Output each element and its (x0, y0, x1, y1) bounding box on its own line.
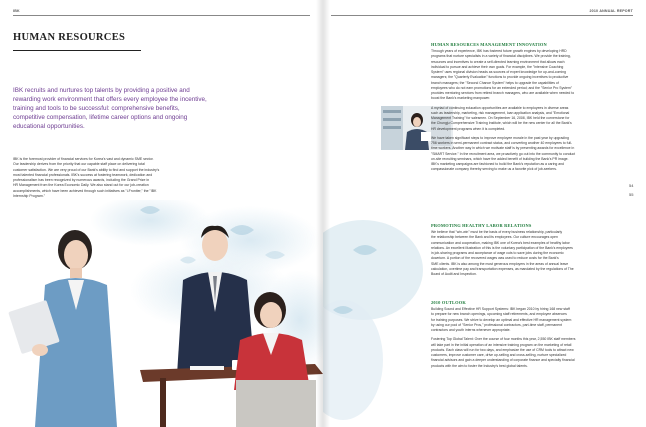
left-header-rule (13, 15, 310, 16)
paragraph (431, 307, 636, 333)
body-line: the relationship between the Bank and its employees. Our culture encourages open (431, 235, 558, 240)
body-line: resources and incentives to create a self-directed learning environment that allows each (431, 59, 565, 64)
left-header: IBK (13, 9, 20, 13)
body-line: in job-sharing programs and acceptance of wage cuts to save jobs during the economic (431, 251, 564, 255)
body-line: Fostering Top Global Talent: Over the course of four months this year, 2,550 IBK staff members (431, 337, 576, 342)
page-number: 54 (629, 183, 634, 188)
body-line: System" uses regional division heads as sources of expert knowledge for up-and-coming (431, 70, 566, 74)
body-line: Board of Audit and Inspection. (431, 272, 477, 276)
section-labor-relations (431, 223, 636, 277)
title-underline (13, 50, 141, 51)
body-line: products. Each class will run for two days, and emphasize the use of CRM tools to attract new (431, 347, 574, 352)
right-header: 2010 ANNUAL REPORT (589, 9, 633, 13)
body-line: individual to pursue and achieve their own goals. For example, the "Intensive Coaching (431, 64, 564, 69)
right-page (323, 0, 646, 427)
body-line: compassionate company thereby serving to make us a favorite pick of job-seekers. (431, 167, 557, 172)
body-line: We believe that "win-win" must be the basis of every business relationship, particularly (431, 230, 563, 234)
lead-line: IBK recruits and nurtures top talents by providing a positive and (13, 87, 190, 94)
intro-line: IBK is the foremost provider of financial services for Korea's vast and dynamic SME sector. (13, 157, 154, 161)
body-line: A myriad of continuing education opportunities are available to employees in diverse areas (431, 105, 569, 110)
body-line: Building Sound and Effective HR Support Systems: IBK began 2010 by hiring 168 new staff (431, 307, 570, 311)
intro-line: customer satisfaction. We are very proud of our Bank's ability to find and support the industry's (13, 167, 160, 172)
intro-line: Internship Program." (13, 194, 45, 199)
body-line: calculation, overtime pay and transportation expenses, as mandated by the regulations of The (431, 266, 574, 271)
body-line: Through years of experience, IBK has fostered future growth engines by developing HRD (431, 49, 567, 53)
paragraph (431, 49, 636, 102)
body-line: SME clients. IBK is also among the most generous employers in the areas of annual leave (431, 261, 569, 266)
page-number: 55 (629, 192, 634, 197)
body-line: boost the Bank's marketing manpower. (431, 96, 491, 101)
page-title: HUMAN RESOURCES (13, 32, 126, 43)
body-line: "SMART Service." In the recruitment area, we proactively go out into the community to conduct (431, 151, 576, 156)
body-line: time workers. Another way in which we motivate staff is by presenting awards for excellence in (431, 146, 575, 151)
body-line: the Chungju Comprehensive Training Institute, which will be the new center for all the Bank's (431, 121, 572, 126)
lead-line: competitive compensation, lifetime career options and ongoing (13, 114, 188, 122)
body-line: relations. An excellent illustration of this is the voluntary participation of the Bank's employees (431, 245, 573, 250)
body-line: communication and cooperation, making IBK one of Korea's best examples of healthy labor (431, 240, 570, 245)
section-heading: 2010 OUTLOOK (431, 300, 466, 305)
body-line: 756 workers in semi-permanent contract status, and converting another 40 employees to full- (431, 141, 573, 145)
body-line: such as leadership, marketing, risk management, loan application analysis, and "Emotional (431, 110, 570, 115)
body-line: financial advisors and gain a deeper understanding of corporate finance and specialty financial (431, 358, 575, 363)
lead-line: educational opportunities. (13, 123, 85, 131)
right-header-rule (331, 15, 633, 16)
section-heading: PROMOTING HEALTHY LABOR RELATIONS (431, 223, 532, 228)
intro-line: Our leadership derives from the priority that our capable staff place on delivering total (13, 162, 145, 167)
body-line: downturn. A portion of the recovered wages was used to reduce costs for the Bank's (431, 256, 559, 261)
intro-paragraph (13, 157, 303, 199)
paragraph (431, 337, 636, 369)
body-line: by using our pool of "Senior Pros," professional contractors, part-time staff, permanent (431, 322, 562, 327)
section-hr-innovation (431, 42, 636, 173)
body-line: products with the aim to foster the Industry's best global talents. (431, 363, 528, 368)
intro-line: professionalism has been recognized by numerous awards, including the Grand Prize in (13, 178, 150, 183)
lead-line: rewarding work environment that offers every employee the incentive, (13, 96, 207, 104)
body-line: provides mentoring services from retired branch managers, who are available when needed to (431, 91, 575, 95)
intro-line: HR Management from the Korea Economic Daily. We also stand out for our job-creation (13, 183, 149, 188)
body-line: branch managers; the "Second Chance System" helps to upgrade the capabilities of (431, 80, 559, 85)
body-line: HR development programs when it is completed. (431, 126, 506, 131)
section-2010-outlook (431, 300, 636, 369)
body-line: programs that nurture specialists in a variety of financial disciplines. We provide the training, (431, 54, 571, 59)
body-line: for training purposes. We strive to develop an optimal and effective HR management system (431, 317, 572, 322)
paragraph (431, 136, 636, 173)
lead-paragraph (13, 86, 299, 131)
body-line: on-site recruiting seminars, which have the added benefit of building the Bank's PR image. (431, 156, 569, 161)
body-line: will take part in the initial operation of an intensive training program on the marketing of retail (431, 342, 572, 347)
body-line: IBK's marketing campaigns are fashioned to build the Bank's reputation as a caring and (431, 162, 564, 166)
woman-blue-jacket (8, 230, 117, 427)
body-line: Management Training" for salesmen. On September 16, 2008, IBK held the cornerstone for (431, 116, 570, 120)
lead-line: training and tools to be successful: comprehensive benefits, (13, 105, 180, 113)
paragraph (431, 106, 636, 132)
intro-line: most talented financial professionals. IBK's success at fostering teamwork, dedication and (13, 172, 153, 177)
section-heading: HUMAN RESOURCES MANAGEMENT INNOVATION (431, 42, 547, 47)
intro-line: accomplishments, which have been achieved through such initiatives as "i-Frontier," the "IBK (13, 188, 157, 193)
body-line: to prepare for new branch openings, upcoming staff retirements, and employee absences (431, 312, 567, 317)
body-line: managers; the "Quarterly Evaluation" functions to provide ongoing incentives to productive (431, 75, 569, 80)
staff-photo-illustration (0, 200, 323, 427)
paragraph (431, 230, 636, 277)
book-gutter (316, 0, 330, 427)
body-line: customers, improve customer care, drive up-selling and cross-selling, nurture specialized (431, 353, 567, 357)
body-line: We have taken significant steps to improve employee morale in the past year by upgrading (431, 135, 569, 140)
body-line: contractors and youth interns whenever appropriate. (431, 328, 511, 332)
body-line: employees who do not earn promotions for an extended period; and the "Senior Pro System" (431, 85, 572, 90)
